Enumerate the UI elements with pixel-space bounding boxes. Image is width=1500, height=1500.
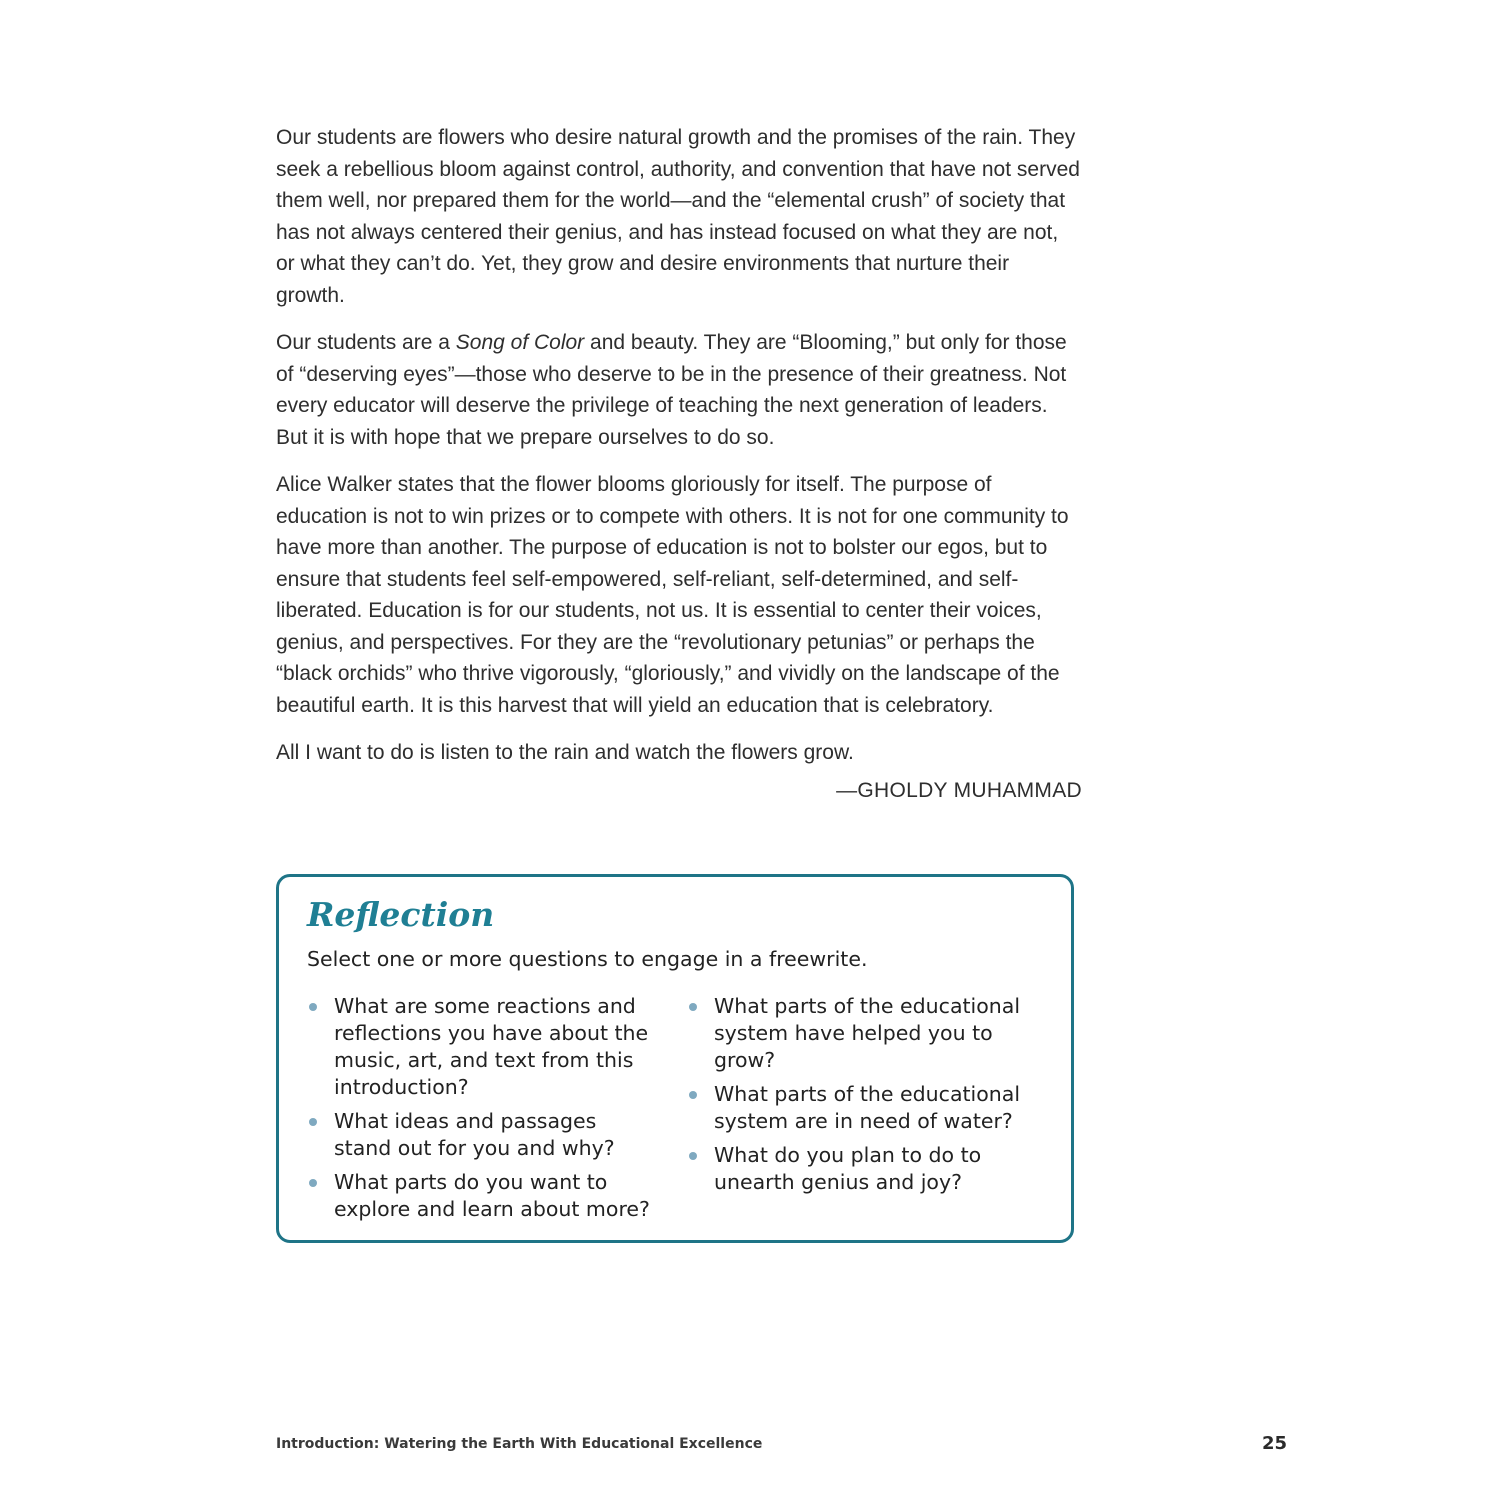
running-footer-title: Introduction: Watering the Earth With Educational Excellence: [276, 1436, 763, 1452]
question-text: What do you plan to do to unearth genius and joy?: [714, 1143, 982, 1194]
bullet-icon: [309, 1118, 317, 1126]
question-item: [307, 1108, 657, 1162]
reflection-subtitle: Select one or more questions to engage in a freewrite.: [307, 947, 868, 971]
song-of-color-title: Song of Color: [455, 331, 585, 354]
paragraph-1: Our students are flowers who desire natural growth and the promises of the rain. They seek a rebellious bloom against control, authority, and convention that have not served them well, nor prepared them for the world—and the “elemental crush” of society that has not always centered their genius, and has instead focused on what they are not, or what they can’t do. Yet, they grow and desire environments that nurture their growth.: [276, 126, 1080, 307]
question-text: What parts of the educational system have helped you to grow?: [714, 994, 1021, 1072]
bullet-icon: [689, 1003, 697, 1011]
reflection-box: [276, 874, 1074, 1243]
question-text: What ideas and passages stand out for you and why?: [334, 1109, 615, 1160]
bullet-icon: [689, 1091, 697, 1099]
questions-right-column: [687, 993, 1037, 1203]
paragraph-2: [276, 327, 1082, 453]
question-item: [687, 1081, 1037, 1135]
closing-line: All I want to do is listen to the rain and watch the flowers grow.: [276, 741, 854, 764]
bullet-icon: [689, 1152, 697, 1160]
question-text: What parts do you want to explore and learn about more?: [334, 1170, 650, 1221]
body-text: [276, 122, 1082, 822]
paragraph-3: Alice Walker states that the flower blooms gloriously for itself. The purpose of education is not to win prizes or to compete with others. It is not for one community to have more than another. The purpose of education is not to bolster our egos, but to ensure that students feel self-empowered, self-reliant, self-determined, and self-liberated. Education is for our students, not us. It is essential to center their voices, genius, and perspectives. For they are the “revolutionary petunias” or perhaps the “black orchids” who thrive vigorously, “gloriously,” and vividly on the landscape of the beautiful earth. It is this harvest that will yield an education that is celebratory.: [276, 473, 1069, 717]
question-item: [307, 993, 657, 1101]
question-text: What parts of the educational system are in need of water?: [714, 1082, 1021, 1133]
bullet-icon: [309, 1179, 317, 1187]
question-item: [687, 1142, 1037, 1196]
question-text: What are some reactions and reflections you have about the music, art, and text from this introduction?: [334, 994, 649, 1099]
paragraph-2-start: Our students are a: [276, 331, 456, 354]
page-number: 25: [1262, 1433, 1288, 1454]
attribution: —GHOLDY MUHAMMAD: [836, 778, 1082, 802]
questions-left-column: [307, 993, 657, 1230]
paragraph-2-end: and beauty. They are “Blooming,” but only for those of “deserving eyes”—those who deserve to be in the presence of their greatness. Not every educator will deserve the privilege of teaching the next generation of leaders. But it is with hope that we prepare ourselves to do so.: [276, 331, 1067, 449]
reflection-title: Reflection: [307, 895, 495, 934]
question-item: [687, 993, 1037, 1074]
bullet-icon: [309, 1003, 317, 1011]
question-item: [307, 1169, 657, 1223]
